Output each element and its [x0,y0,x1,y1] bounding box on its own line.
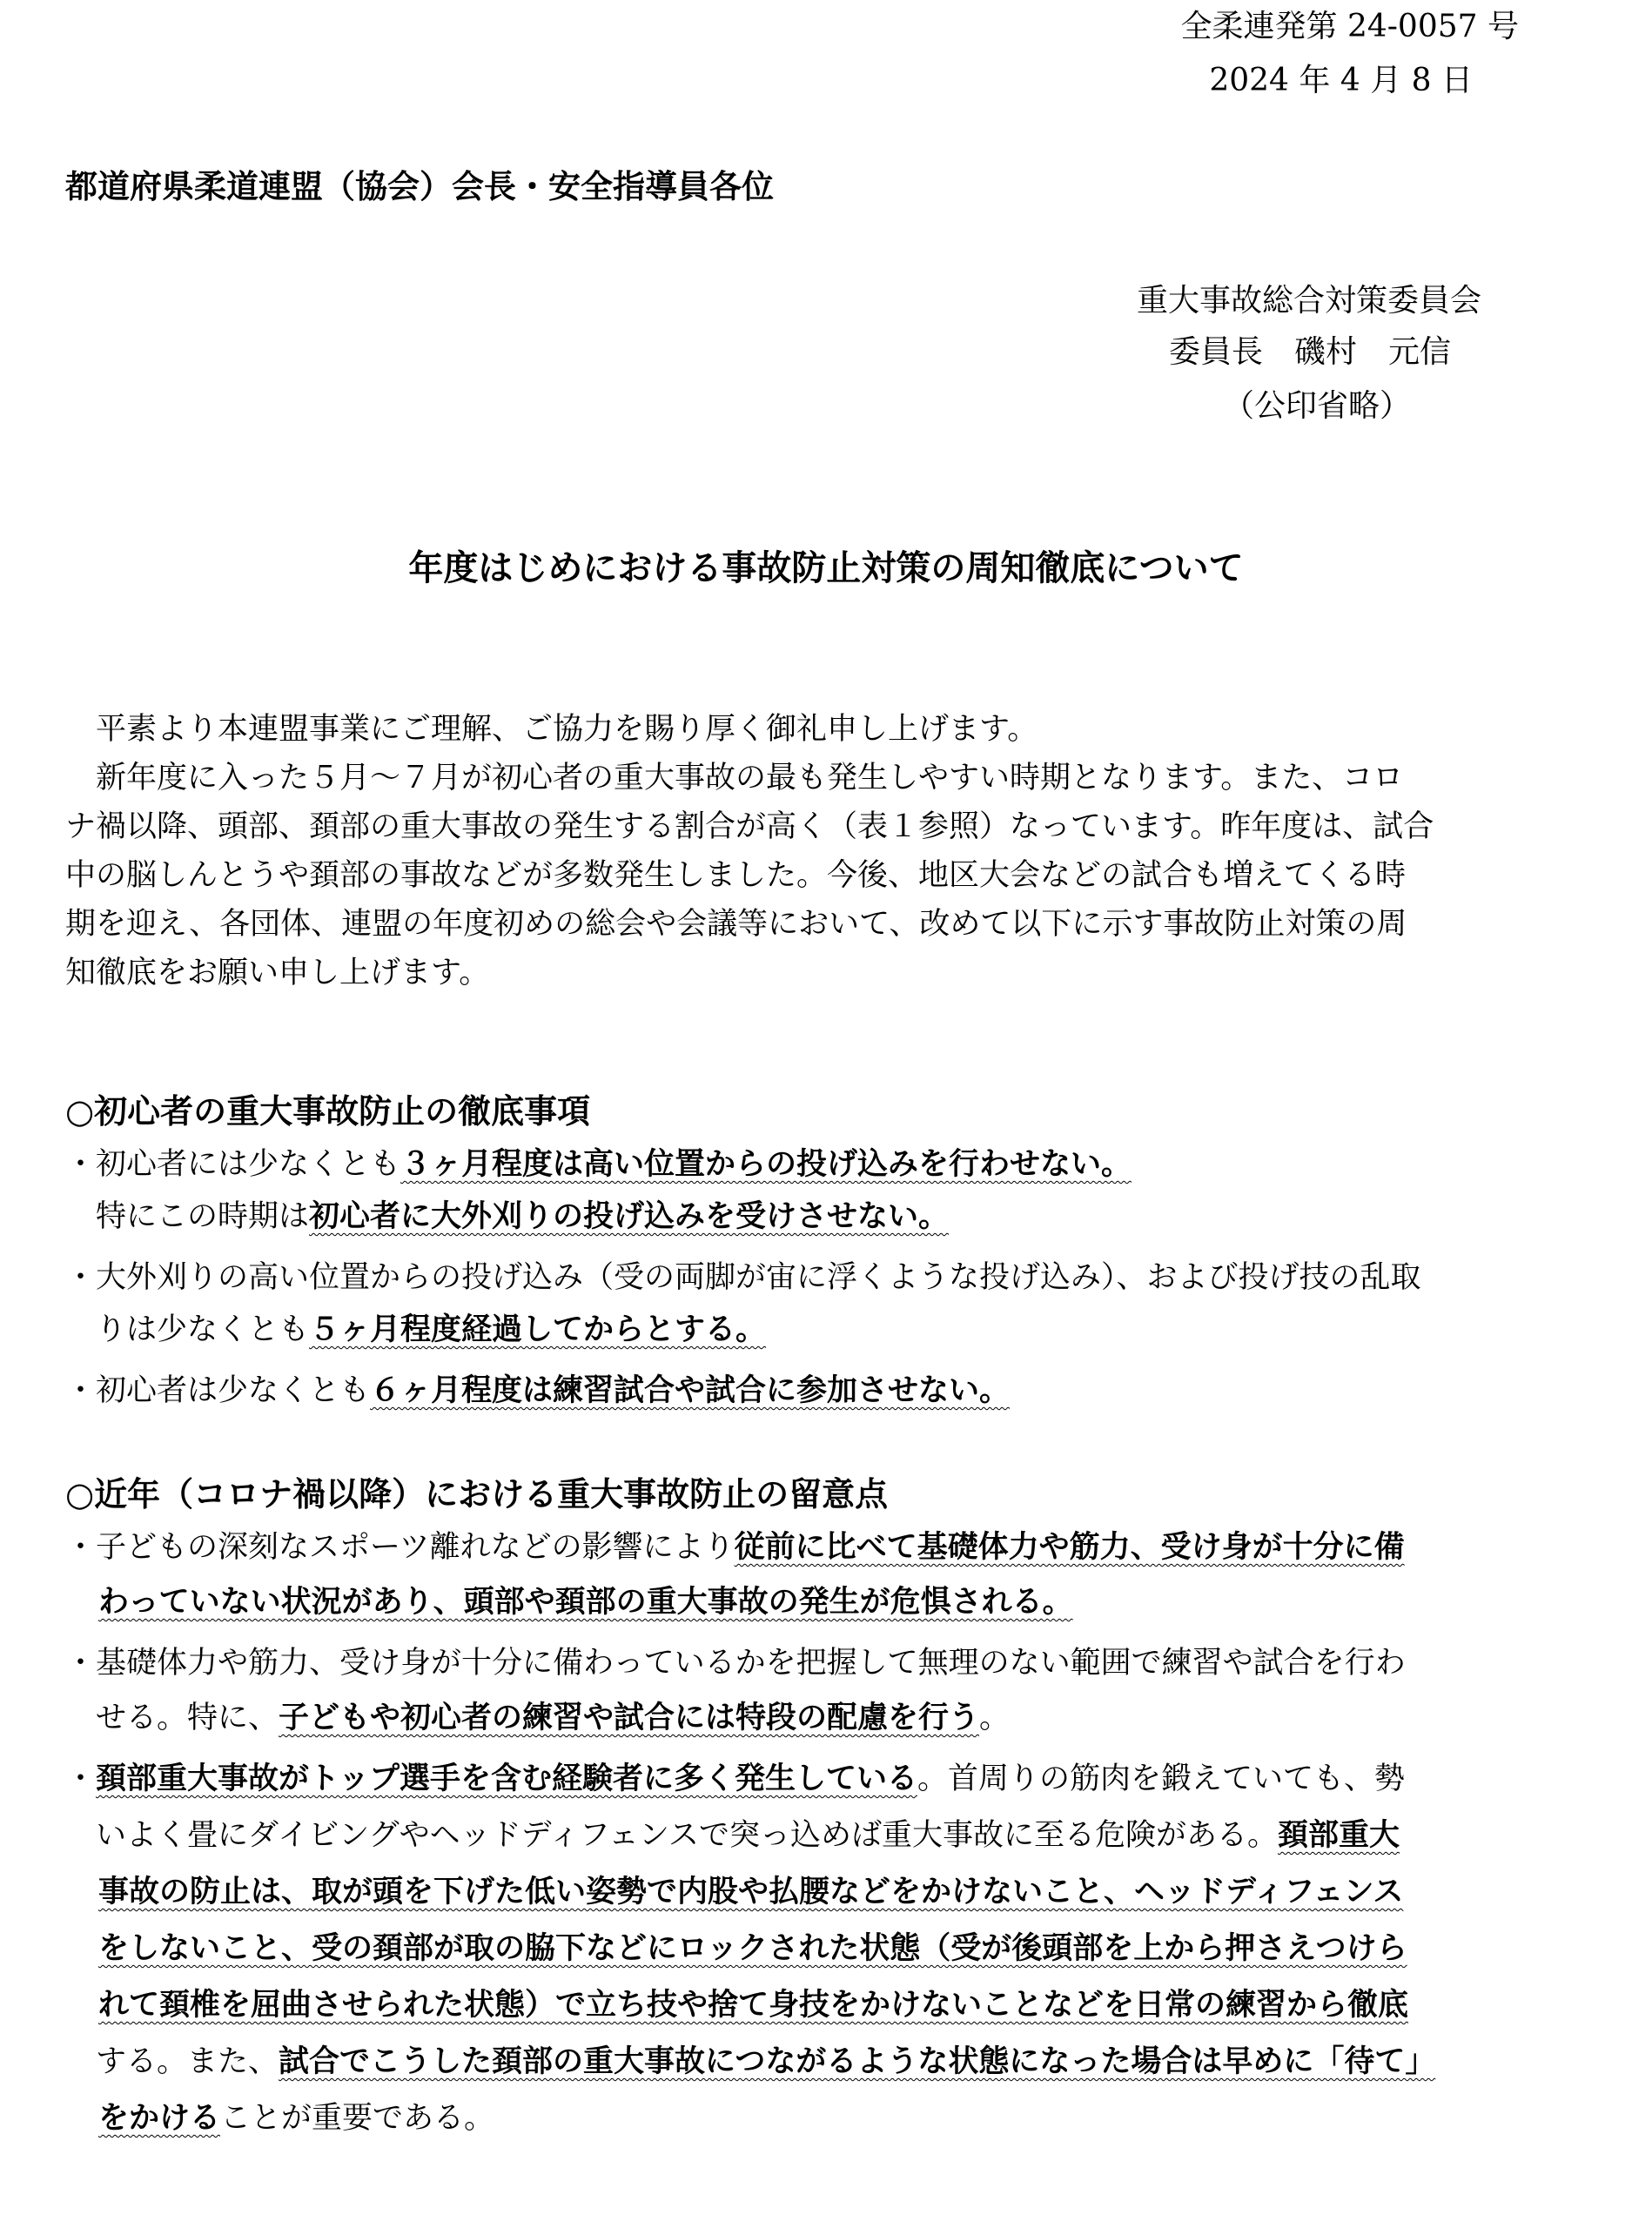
list-item: ・基礎体力や筋力、受け身が十分に備わっているかを把握して無理のない範囲で練習や試合を行わ [65,1646,1406,1681]
list-item-continued [98,1868,1403,1911]
emphasis-text: ３ヶ月程度は高い位置からの投げ込みを行わせない。 [400,1147,1132,1182]
list-item: ・大外刈りの高い位置からの投げ込み（受の両脚が宙に浮くような投げ込み）、および投げ技の乱取 [65,1260,1421,1295]
list-item: ・初心者は少なくとも６ヶ月程度は練習試合や試合に参加させない。 [65,1373,1011,1408]
intro-paragraph [65,705,1434,997]
section-heading-recent: ○近年（コロナ禍以降）における重大事故防止の留意点 [65,1475,889,1513]
emphasis-text: 頚部重大事故がトップ選手を含む経験者に多く発生している [96,1762,917,1796]
list-item-continued [98,1981,1408,2024]
intro-line: 平素より本連盟事業にご理解、ご協力を賜り厚く御礼申し上げます。 [65,712,1038,747]
list-item-continued: せる。特に、子どもや初心者の練習や試合には特段の配慮を行う。 [65,1701,1011,1735]
document-number: 全柔連発第 24-0057 号 [1180,9,1519,44]
intro-line: 中の脳しんとうや頚部の事故などが多数発生しました。今後、地区大会などの試合も増えてくる時 [65,858,1407,893]
list-item-continued [98,1924,1407,1968]
emphasis-text: をしないこと、受の頚部が取の脇下などにロックされた状態（受が後頭部を上から押さえつけら [98,1931,1407,1966]
list-item: ・頚部重大事故がトップ選手を含む経験者に多く発生している。首周りの筋肉を鍛えていても、勢 [65,1762,1405,1796]
section-heading-beginners: ○初心者の重大事故防止の徹底事項 [65,1092,591,1131]
intro-line: 新年度に入った５月～７月が初心者の重大事故の最も発生しやすい時期となります。また、コロ [65,761,1404,795]
emphasis-text: 事故の防止は、取が頭を下げた低い姿勢で内股や払腰などをかけないこと、ヘッドディフェンス [98,1875,1404,1909]
list-item-continued [98,1578,1073,1621]
list-item-continued: りは少なくとも５ヶ月程度経過してからとする。 [65,1312,767,1347]
section-beginners-list [65,1140,1632,1419]
list-item: ・子どもの深刻なスポーツ離れなどの影響により従前に比べて基礎体力や筋力、受け身が十分に備 [65,1530,1405,1565]
section-recent-list [65,1523,1632,2150]
list-item-continued: いよく畳にダイビングやヘッドディフェンスで突っ込めば重大事故に至る危険がある。頚部重大 [65,1818,1400,1853]
list-item: ・初心者には少なくとも３ヶ月程度は高い位置からの投げ込みを行わせない。 [65,1147,1132,1182]
emphasis-text: 試合でこうした頚部の重大事故につながるような状態になった場合は早めに「待て」 [279,2044,1436,2079]
emphasis-text: わっていない状況があり、頭部や頚部の重大事故の発生が危惧される。 [98,1585,1073,1620]
seal-note: （公印省略） [1223,388,1412,424]
document-title: 年度はじめにおける事故防止対策の周知徹底について [408,548,1244,588]
emphasis-text: ５ヶ月程度経過してからとする。 [309,1312,767,1347]
intro-line: 期を迎え、各団体、連盟の年度初めの総会や会議等において、改めて以下に示す事故防止対策の周 [65,907,1407,942]
list-item-continued: する。また、試合でこうした頚部の重大事故につながるような状態になった場合は早めに「待て」 [65,2044,1436,2079]
emphasis-text: れて頚椎を屈曲させられた状態）で立ち技や捨て身技をかけないことなどを日常の練習から徹底 [98,1988,1409,2023]
addressee: 都道府県柔道連盟（協会）会長・安全指導員各位 [65,168,774,205]
sender-chair: 委員長 磯村 元信 [1169,334,1452,370]
emphasis-text: 従前に比べて基礎体力や筋力、受け身が十分に備 [734,1530,1405,1565]
sender-organization: 重大事故総合対策委員会 [1137,283,1482,319]
emphasis-text: ６ヶ月程度は練習試合や試合に参加させない。 [370,1373,1011,1408]
emphasis-text: 頚部重大 [1278,1818,1400,1853]
list-item: 特にこの時期は初心者に大外刈りの投げ込みを受けさせない。 [65,1199,950,1234]
intro-line: 知徹底をお願い申し上げます。 [65,956,490,990]
intro-line: ナ禍以降、頭部、頚部の重大事故の発生する割合が高く（表１参照）なっています。昨年度は、試合 [65,809,1434,844]
emphasis-text: をかける [98,2101,221,2136]
emphasis-text: 初心者に大外刈りの投げ込みを受けさせない。 [309,1199,950,1234]
emphasis-text: 子どもや初心者の練習や試合には特段の配慮を行う [279,1701,980,1735]
issue-date: 2024 年 4 月 8 日 [1209,63,1473,98]
list-item-continued: をかけることが重要である。 [98,2101,495,2136]
